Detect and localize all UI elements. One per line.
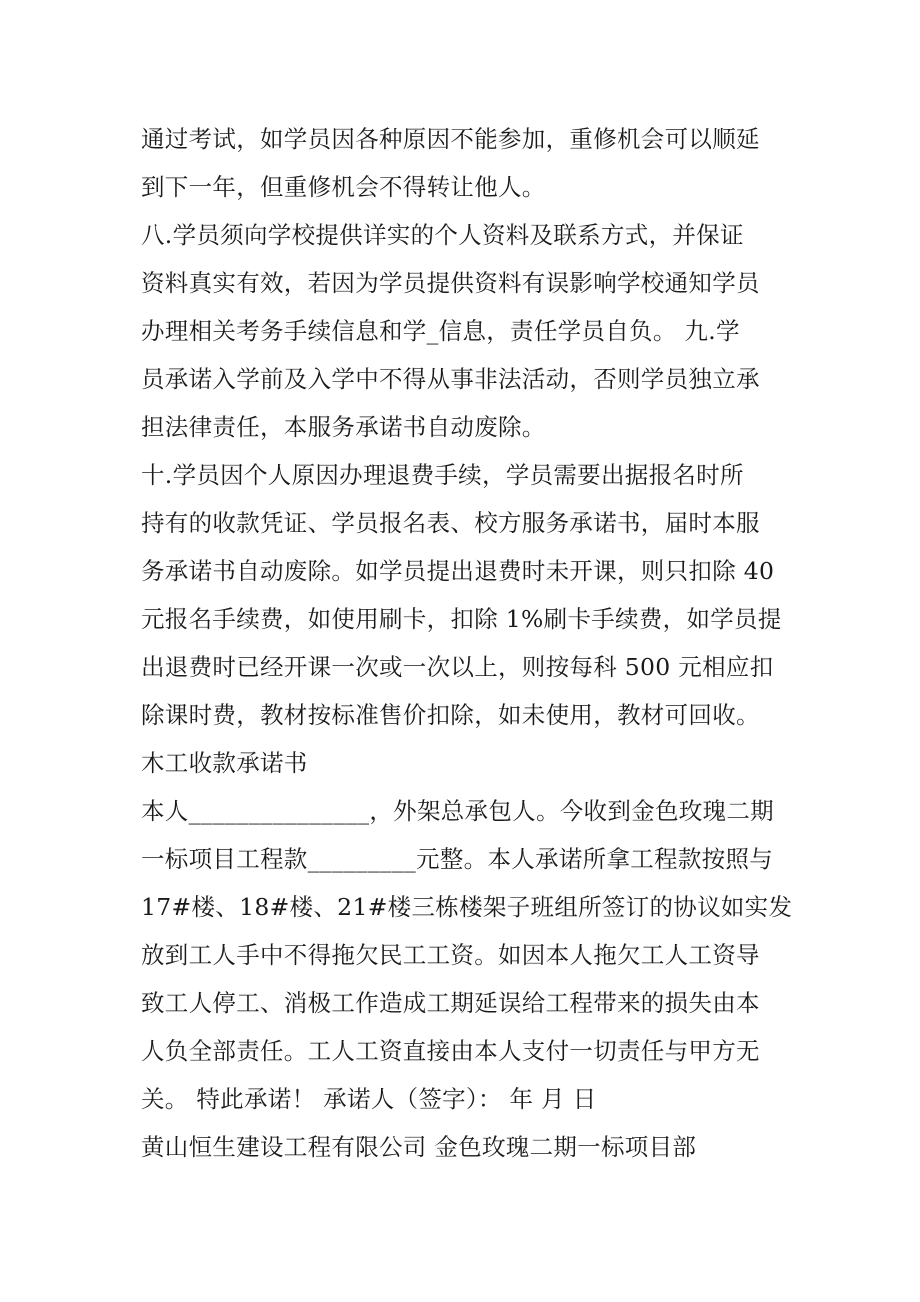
text-line: 通过考试，如学员因各种原因不能参加，重修机会可以顺延 [141, 125, 760, 153]
text-line: 人负全部责任。工人工资直接由本人支付一切责任与甲方无 [141, 1037, 760, 1065]
text-line: 出退费时已经开课一次或一次以上，则按每科 500 元相应扣 [141, 653, 774, 681]
text-line: 元报名手续费，如使用刷卡，扣除 1%刷卡手续费，如学员提 [141, 605, 782, 633]
text-line: 资料真实有效，若因为学员提供资料有误影响学校通知学员 [141, 269, 760, 297]
text-line: 一标项目工程款_________元整。本人承诺所拿工程款按照与 [141, 845, 774, 873]
text-line: 本人_______________，外架总承包人。今收到金色玫瑰二期 [141, 797, 774, 825]
text-line: 除课时费，教材按标准售价扣除，如未使用，教材可回收。 [141, 701, 760, 729]
text-line: 办理相关考务手续信息和学_信息，责任学员自负。 九.学 [141, 317, 740, 345]
company-line: 黄山恒生建设工程有限公司 金色玫瑰二期一标项目部 [141, 1133, 697, 1161]
text-line: 员承诺入学前及入学中不得从事非法活动，否则学员独立承 [141, 365, 760, 393]
text-line: 17#楼、18#楼、21#楼三栋楼架子班组所签订的协议如实发 [141, 893, 793, 921]
text-line: 致工人停工、消极工作造成工期延误给工程带来的损失由本 [141, 989, 760, 1017]
section-title: 木工收款承诺书 [141, 749, 308, 777]
signature-line: 关。 特此承诺！ 承诺人（签字）： 年 月 日 [141, 1085, 597, 1113]
clause-10-line: 十.学员因个人原因办理退费手续，学员需要出据报名时所 [141, 461, 744, 489]
text-line: 持有的收款凭证、学员报名表、校方服务承诺书，届时本服 [141, 509, 760, 537]
text-line: 务承诺书自动废除。如学员提出退费时未开课，则只扣除 40 [141, 557, 775, 585]
text-line: 到下一年，但重修机会不得转让他人。 [141, 173, 546, 201]
text-line: 放到工人手中不得拖欠民工工资。如因本人拖欠工人工资导 [141, 941, 760, 969]
text-line: 担法律责任，本服务承诺书自动废除。 [141, 413, 546, 441]
clause-8-line: 八.学员须向学校提供详实的个人资料及联系方式，并保证 [141, 221, 744, 249]
